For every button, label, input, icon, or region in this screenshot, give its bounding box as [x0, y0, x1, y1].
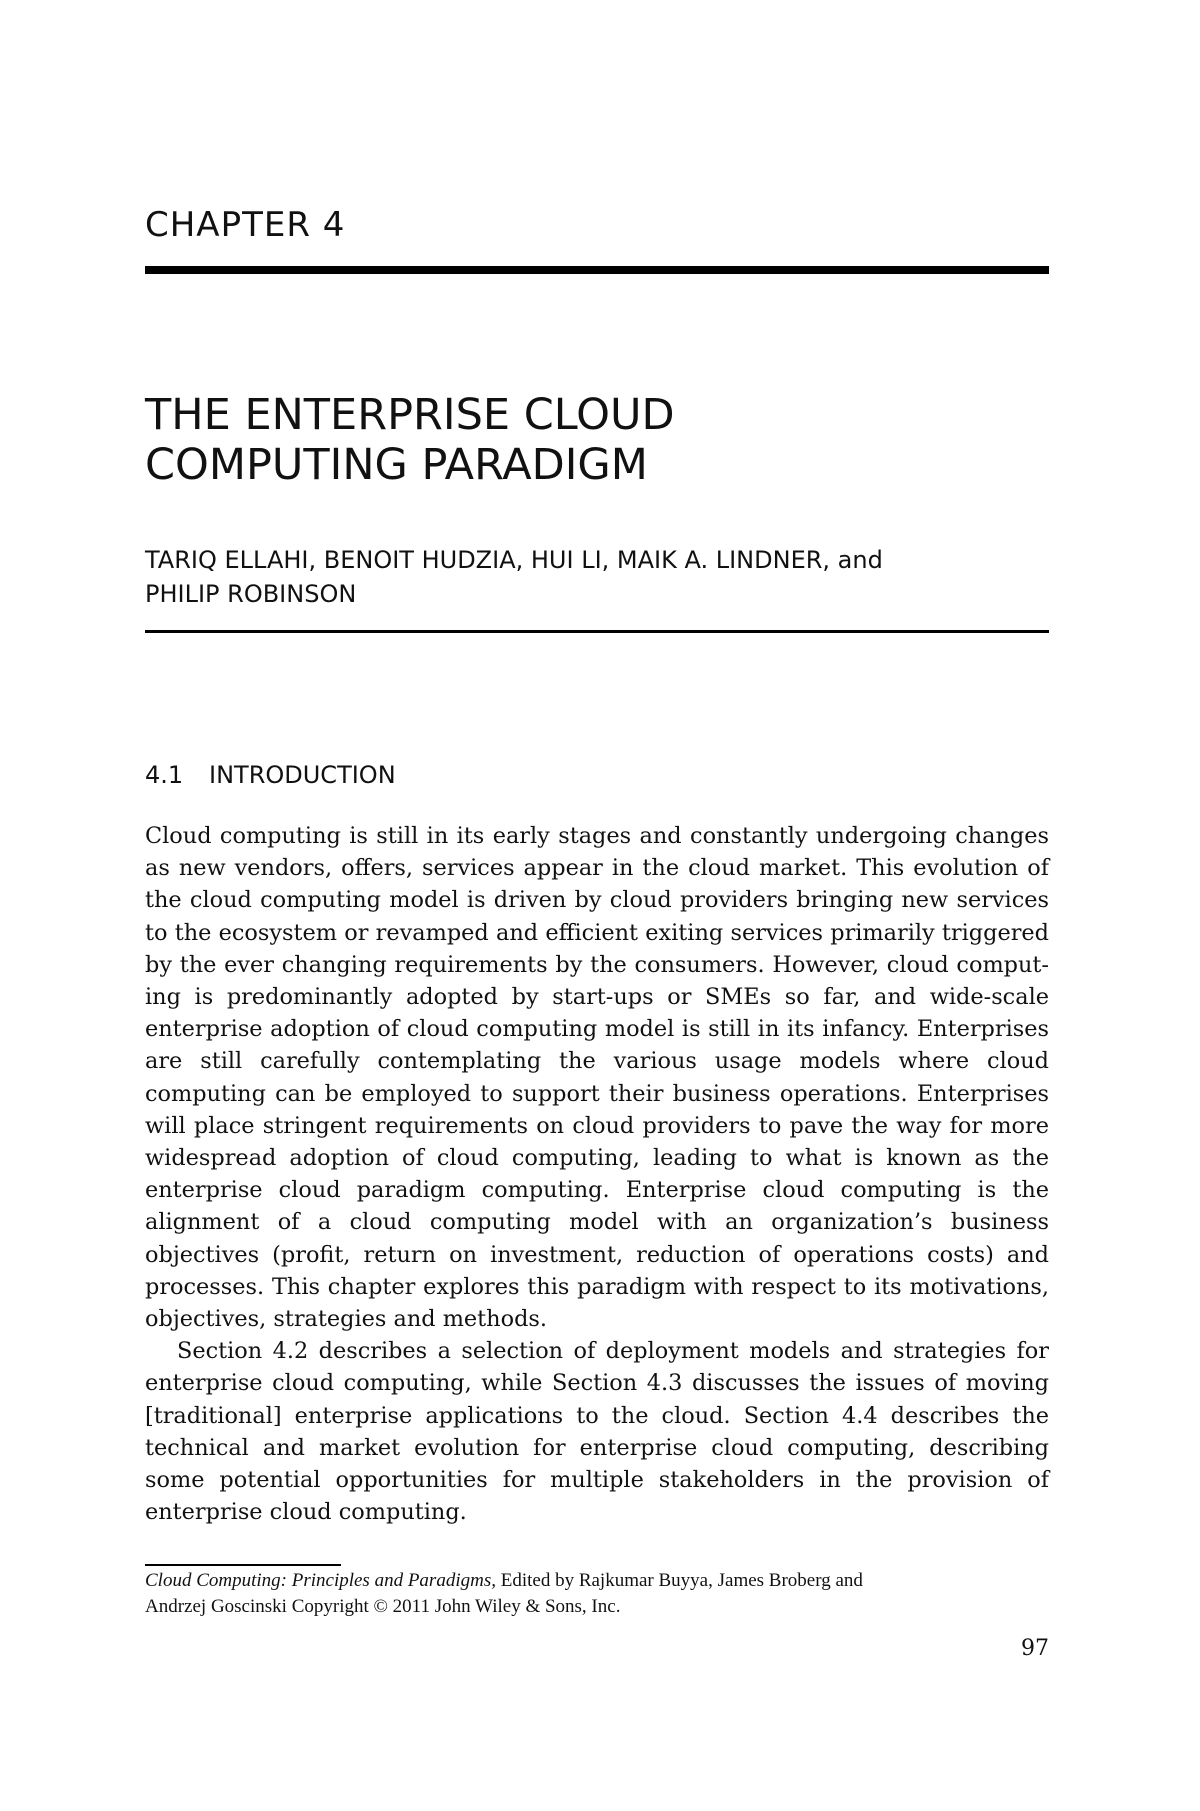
- body-text: [145, 820, 1049, 1528]
- page-number: 97: [1021, 1636, 1049, 1661]
- section-number: 4.1: [145, 761, 184, 789]
- author-list: [145, 543, 1049, 611]
- footnote-rule: [145, 1564, 341, 1566]
- footnote-book-title: Cloud Computing: Principles and Paradigms,: [145, 1570, 496, 1591]
- paragraph-2: Section 4.2 describes a selection of deployment models and strategies for enterprise cloud computing, while Section 4.3 discusses the issues of moving [traditional] enterprise applications to the cloud. Section 4.4 describes the technical and market evolution for enterprise cloud computing, describing some potential opportunities for multiple stakeholders in the provision of enterprise cloud computing.: [145, 1338, 1049, 1526]
- author-line-1: TARIQ ELLAHI, BENOIT HUDZIA, HUI LI, MAIK A. LINDNER, and: [145, 546, 883, 574]
- chapter-title: [145, 390, 1049, 490]
- footnote-editors: Edited by Rajkumar Buyya, James Broberg and: [495, 1570, 863, 1591]
- section-title: INTRODUCTION: [209, 761, 396, 789]
- paragraph-1: Cloud computing is still in its early stages and constantly undergoing changes as new vendors, offers, services appear in the cloud market. This evolution of the cloud computing model is driven by cloud providers bringing new services to the ecosystem or revamped and efficient exiting services primarily triggered by the ever changing requirements by the consumers. However, cloud comput-ing is predominantly adopted by start-ups or SMEs so far, and wide-scale enterprise adoption of cloud computing model is still in its infancy. Enterprises are still carefully contemplating the various usage models where cloud computing can be employed to support their business operations. Enterprises will place stringent requirements on cloud providers to pave the way for more widespread adoption of cloud computing, leading to what is known as the enterprise cloud paradigm computing. Enterprise cloud computing is the alignment of a cloud computing model with an organization’s business objectives (profit, return on investment, reduction of operations costs) and processes. This chapter explores this paradigm with respect to its motivations, objectives, strategies and methods.: [145, 823, 1049, 1333]
- chapter-label: CHAPTER 4: [145, 205, 346, 245]
- author-line-2: PHILIP ROBINSON: [145, 580, 357, 608]
- chapter-title-line-2: COMPUTING PARADIGM: [145, 440, 648, 490]
- footnote-copyright: Andrzej Goscinski Copyright © 2011 John Wiley & Sons, Inc.: [145, 1596, 621, 1617]
- chapter-rule: [145, 266, 1049, 274]
- author-rule: [145, 630, 1049, 633]
- chapter-title-line-1: THE ENTERPRISE CLOUD: [145, 390, 675, 440]
- footnote: [145, 1568, 1049, 1620]
- section-heading: [145, 758, 396, 792]
